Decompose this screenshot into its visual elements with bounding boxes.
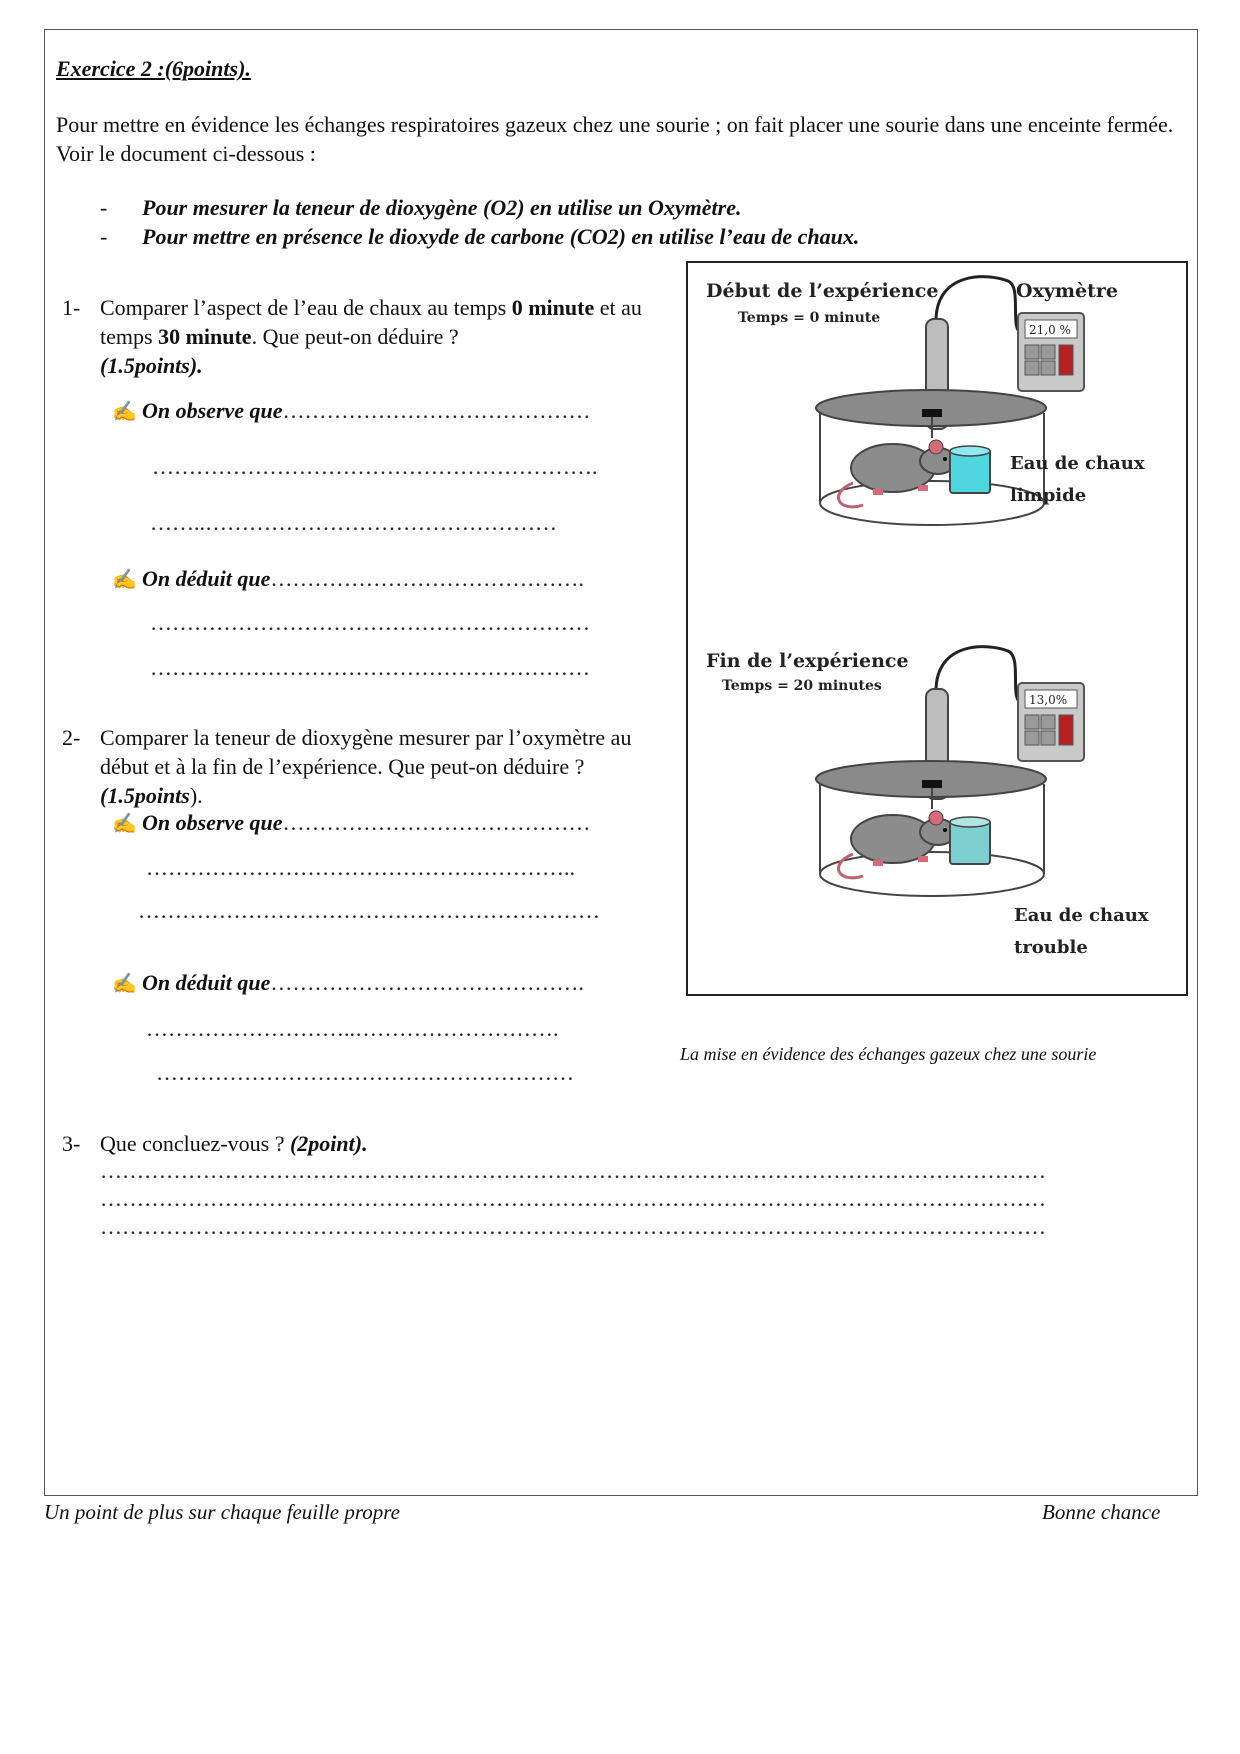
answer-line[interactable]: ……..………………………………………… (150, 510, 557, 535)
answer-line[interactable]: ………………………………………………………………………………………………………………… (100, 1186, 1046, 1211)
question-text: Comparer la teneur de dioxygène mesurer par l’oxymètre au début et à la fin de l’expérience. Que peut-on déduire ?(1.5points). (100, 725, 632, 808)
start-time: Temps = 0 minute (738, 310, 881, 326)
answer-line[interactable]: ………………………………………………… (156, 1060, 574, 1085)
footer-right: Bonne chance (1042, 1500, 1161, 1524)
start-water-label: Eau de chaux (1010, 453, 1145, 474)
question-text: Que concluez-vous ? (2point). (100, 1131, 368, 1156)
answer-line[interactable]: ………………………………………………….. (146, 855, 575, 880)
experiment-diagram (688, 263, 1186, 994)
end-scene (706, 647, 1149, 958)
instruction-item: - Pour mesurer la teneur de dioxygène (O2) en utilise un Oxymètre. (100, 195, 742, 220)
answer-observe-2[interactable]: ✍ On observe que…………………………………… (112, 810, 591, 835)
oxymeter-label: Oxymètre (1016, 280, 1118, 302)
exercise-title: Exercice 2 :(6points). (56, 56, 251, 81)
oxymeter-button-red (1059, 715, 1073, 745)
answer-observe-1[interactable]: ✍ On observe que…………………………………… (112, 398, 591, 423)
oxymeter-reading: 21,0 % (1029, 323, 1071, 337)
end-water-state: trouble (1014, 937, 1088, 958)
instruction-list (100, 193, 859, 251)
start-scene (706, 277, 1145, 525)
start-title: Début de l’expérience (706, 280, 939, 302)
pencil-icon: ✍ (112, 569, 137, 591)
end-water-label: Eau de chaux (1014, 905, 1149, 926)
answer-line[interactable]: ………………………..………………………. (146, 1016, 559, 1041)
oxymeter-device (1018, 313, 1084, 391)
enclosure-base (820, 852, 1044, 896)
answer-line[interactable]: ……………………………………………………… (138, 898, 600, 923)
footer-left: Un point de plus sur chaque feuille propre (44, 1500, 400, 1524)
oxymeter-device (1018, 683, 1084, 761)
figure-caption: La mise en évidence des échanges gazeux chez une sourie (680, 1044, 1097, 1064)
end-time: Temps = 20 minutes (722, 678, 882, 694)
answer-line[interactable]: ……………………………………………………. (152, 454, 598, 479)
answer-line[interactable]: ………………………………………………………………………………………………………………… (100, 1214, 1046, 1239)
question-number: 1- (62, 295, 81, 320)
pencil-icon: ✍ (112, 973, 137, 995)
start-water-state: limpide (1010, 485, 1087, 506)
pencil-icon: ✍ (112, 813, 137, 835)
pencil-icon: ✍ (112, 401, 137, 423)
mouse-illustration (839, 811, 956, 878)
answer-deduit-2[interactable]: ✍ On déduit que……………………………………. (112, 970, 584, 995)
answer-line[interactable]: …………………………………………………… (150, 610, 590, 635)
oxymeter-button-red (1059, 345, 1073, 375)
question-2 (62, 723, 702, 813)
mouse-illustration (839, 440, 956, 507)
oxymeter-reading: 13,0% (1029, 693, 1068, 707)
question-1 (62, 293, 702, 383)
question-number: 3- (62, 1131, 81, 1156)
question-text: Comparer l’aspect de l’eau de chaux au temps 0 minute et au temps 30 minute. Que peut-on déduire ? (1.5points). (100, 295, 642, 378)
end-title: Fin de l’expérience (706, 650, 909, 672)
intro-paragraph: Pour mettre en évidence les échanges respiratoires gazeux chez une sourie ; on fait placer une sourie dans une enceinte fermée. Voir le document ci-dessous : (56, 112, 1174, 166)
instruction-item: - Pour mettre en présence le dioxyde de carbone (CO2) en utilise l’eau de chaux. (100, 224, 860, 249)
answer-deduit-1[interactable]: ✍ On déduit que……………………………………. (112, 566, 584, 591)
question-3 (62, 1129, 702, 1161)
experiment-figure (686, 261, 1188, 996)
answer-line[interactable]: …………………………………………………… (150, 655, 590, 680)
answer-line[interactable]: ………………………………………………………………………………………………………………… (100, 1158, 1046, 1183)
question-number: 2- (62, 725, 81, 750)
